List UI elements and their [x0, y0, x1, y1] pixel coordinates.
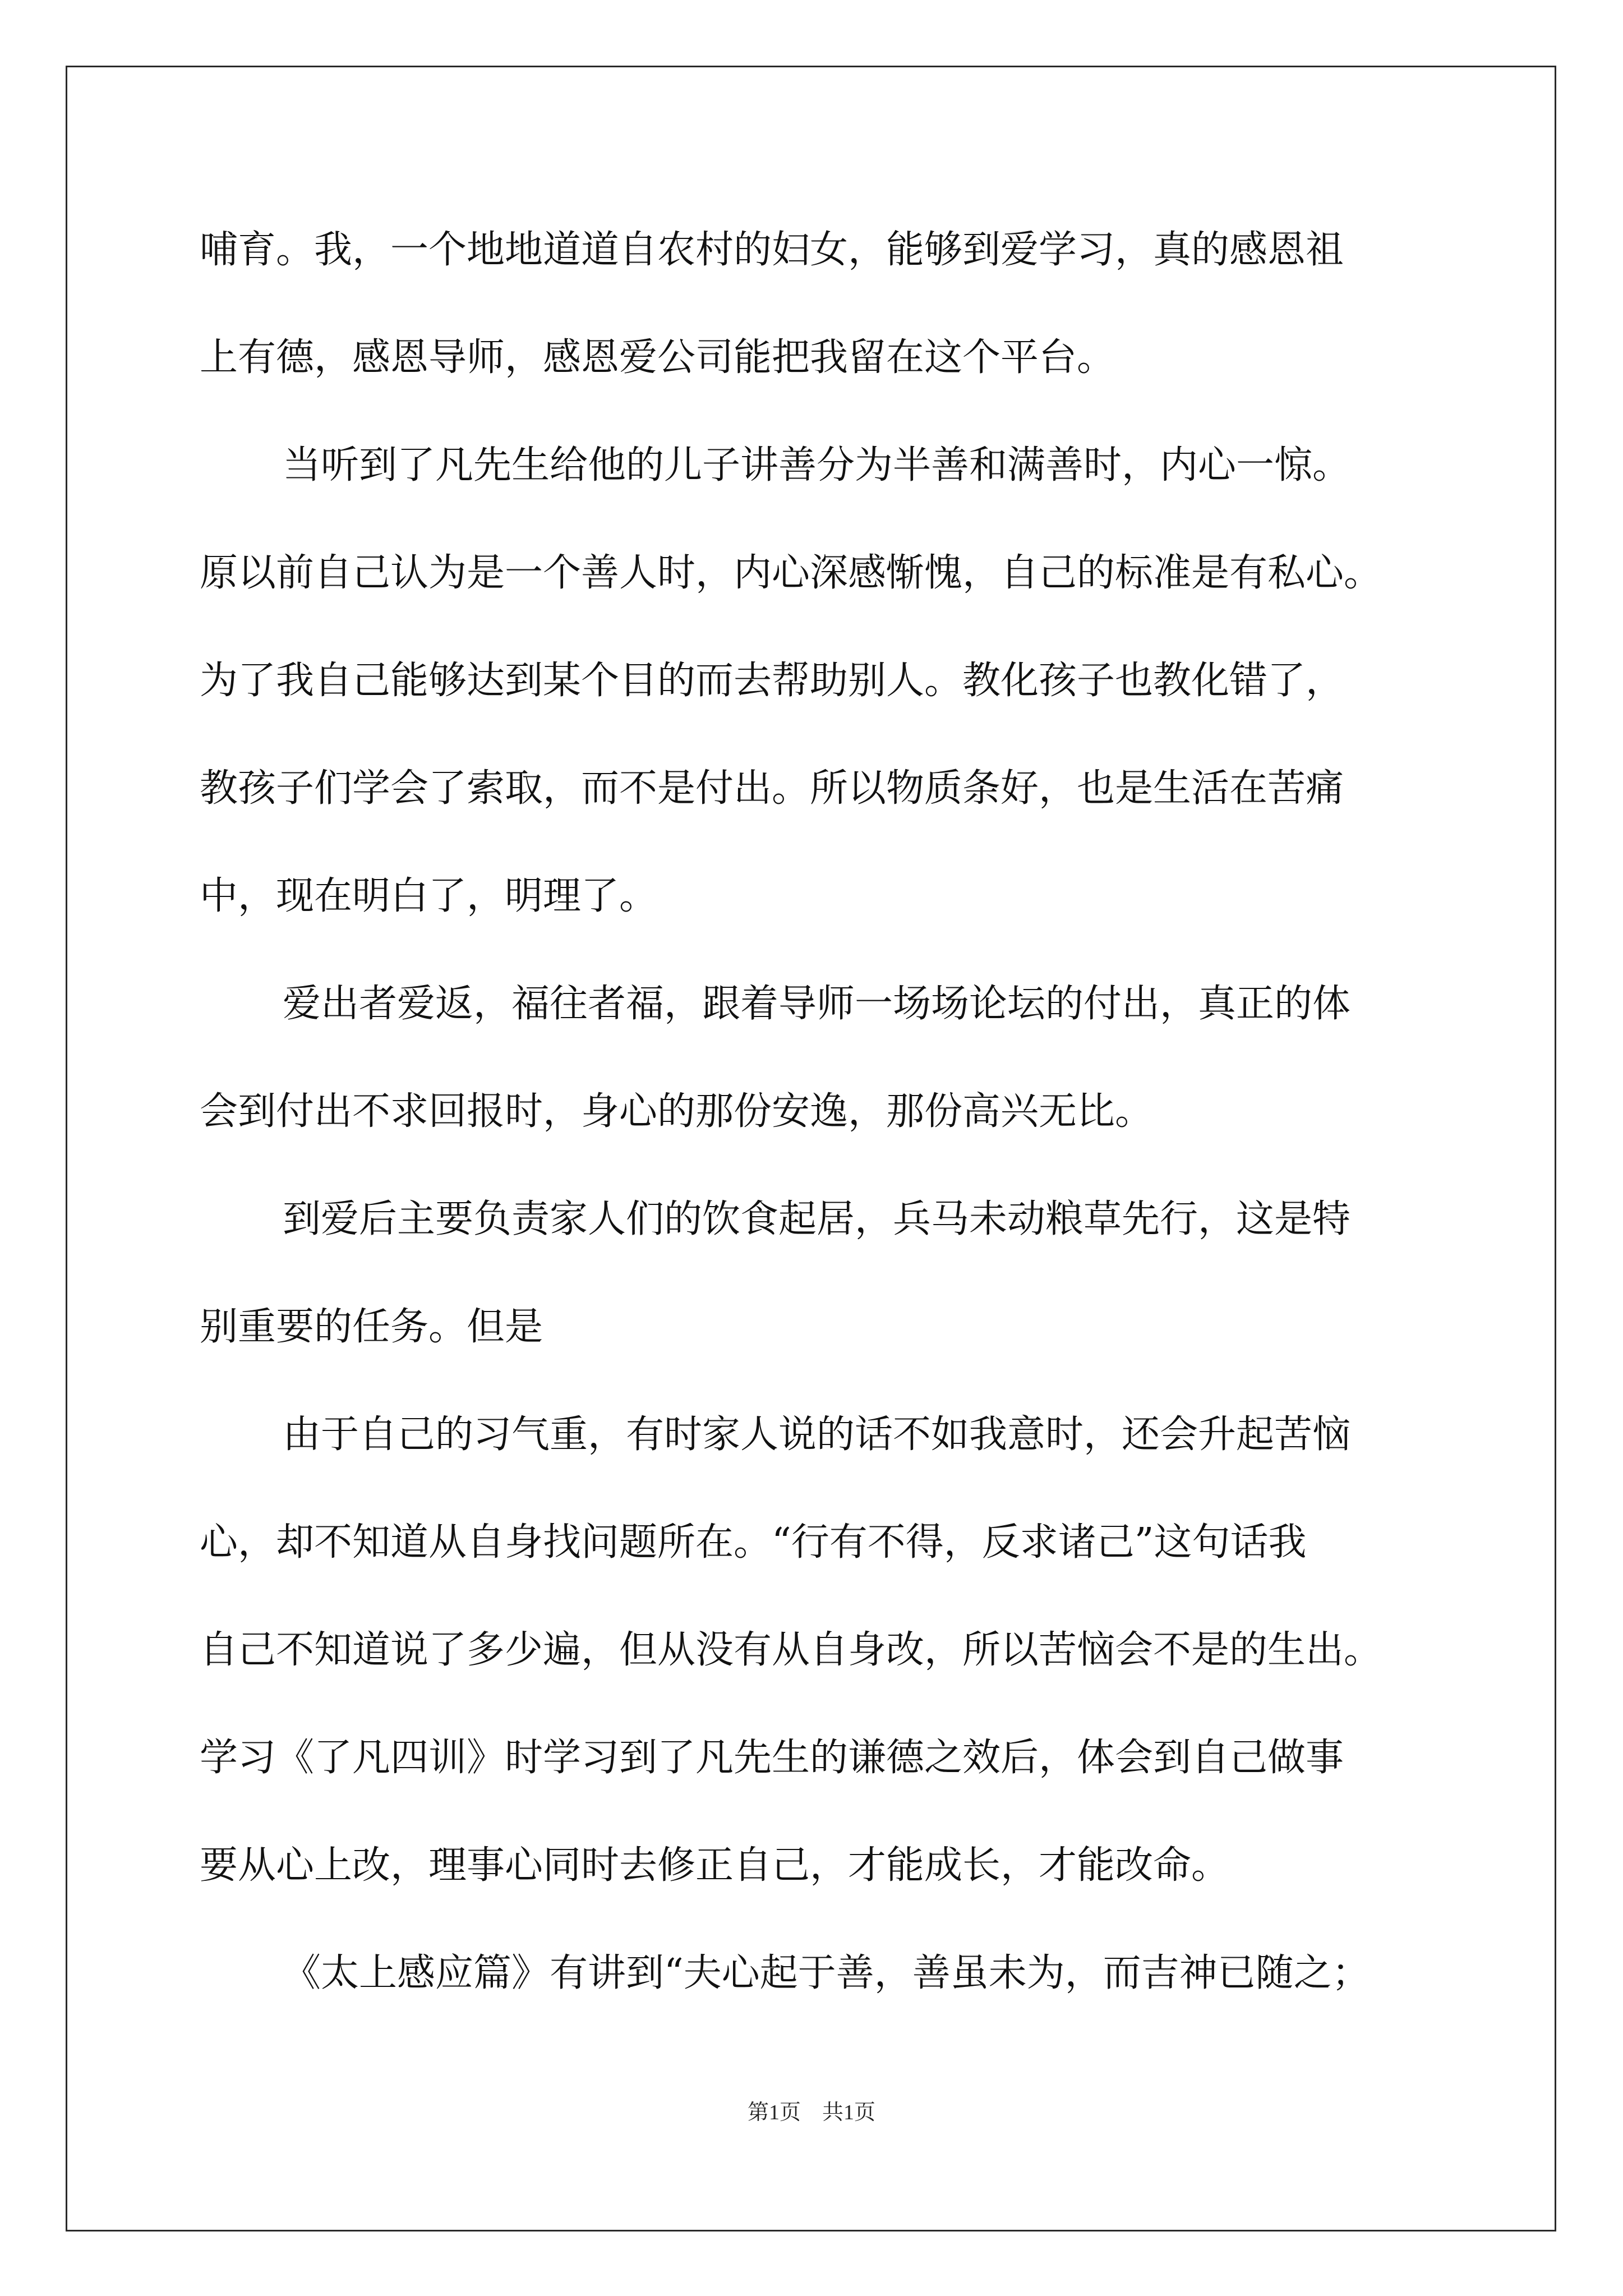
text-line-7: 中，现在明白了，明理了。 [200, 874, 658, 918]
text-line-10: 到爱后主要负责家人们的饮食起居，兵马未动粮草先行，这是特 [283, 1197, 1351, 1241]
text-line-8: 爱出者爱返，福往者福，跟着导师一场场论坛的付出，真正的体 [283, 982, 1351, 1026]
text-line-5: 为了我自己能够达到某个目的而去帮助别人。教化孩子也教化错了， [200, 659, 1344, 703]
text-line-2: 上有德，感恩导师，感恩爱公司能把我留在这个平台。 [200, 335, 1115, 380]
text-line-3: 当听到了凡先生给他的儿子讲善分为半善和满善时，内心一惊。 [283, 443, 1351, 487]
text-line-6: 教孩子们学会了索取，而不是付出。所以物质条好，也是生活在苦痛 [200, 766, 1344, 811]
text-line-9: 会到付出不求回报时，身心的那份安逸，那份高兴无比。 [200, 1089, 1154, 1134]
text-line-13: 心，却不知道从自身找问题所在。“行有不得，反求诸己”这句话我 [200, 1520, 1307, 1565]
text-line-1: 哺育。我，一个地地道道自农村的妇女，能够到爱学习，真的感恩祖 [200, 228, 1344, 272]
page-footer: 第1页 共1页 [747, 2101, 875, 2124]
document-body [200, 211, 1450, 2042]
text-line-12: 由于自己的习气重，有时家人说的话不如我意时，还会升起苦恼 [283, 1412, 1351, 1457]
text-line-17: 《太上感应篇》有讲到“夫心起于善，善虽未为，而吉神已随之； [283, 1951, 1370, 1995]
text-line-14: 自己不知道说了多少遍，但从没有从自身改，所以苦恼会不是的生出。 [200, 1628, 1382, 1672]
text-line-4: 原以前自己认为是一个善人时，内心深感惭愧，自己的标准是有私心。 [200, 551, 1382, 595]
text-line-15: 学习《了凡四训》时学习到了凡先生的谦德之效后，体会到自己做事 [200, 1736, 1344, 1780]
text-line-16: 要从心上改，理事心同时去修正自己，才能成长，才能改命。 [200, 1843, 1230, 1888]
text-line-11: 别重要的任务。但是 [200, 1305, 543, 1349]
